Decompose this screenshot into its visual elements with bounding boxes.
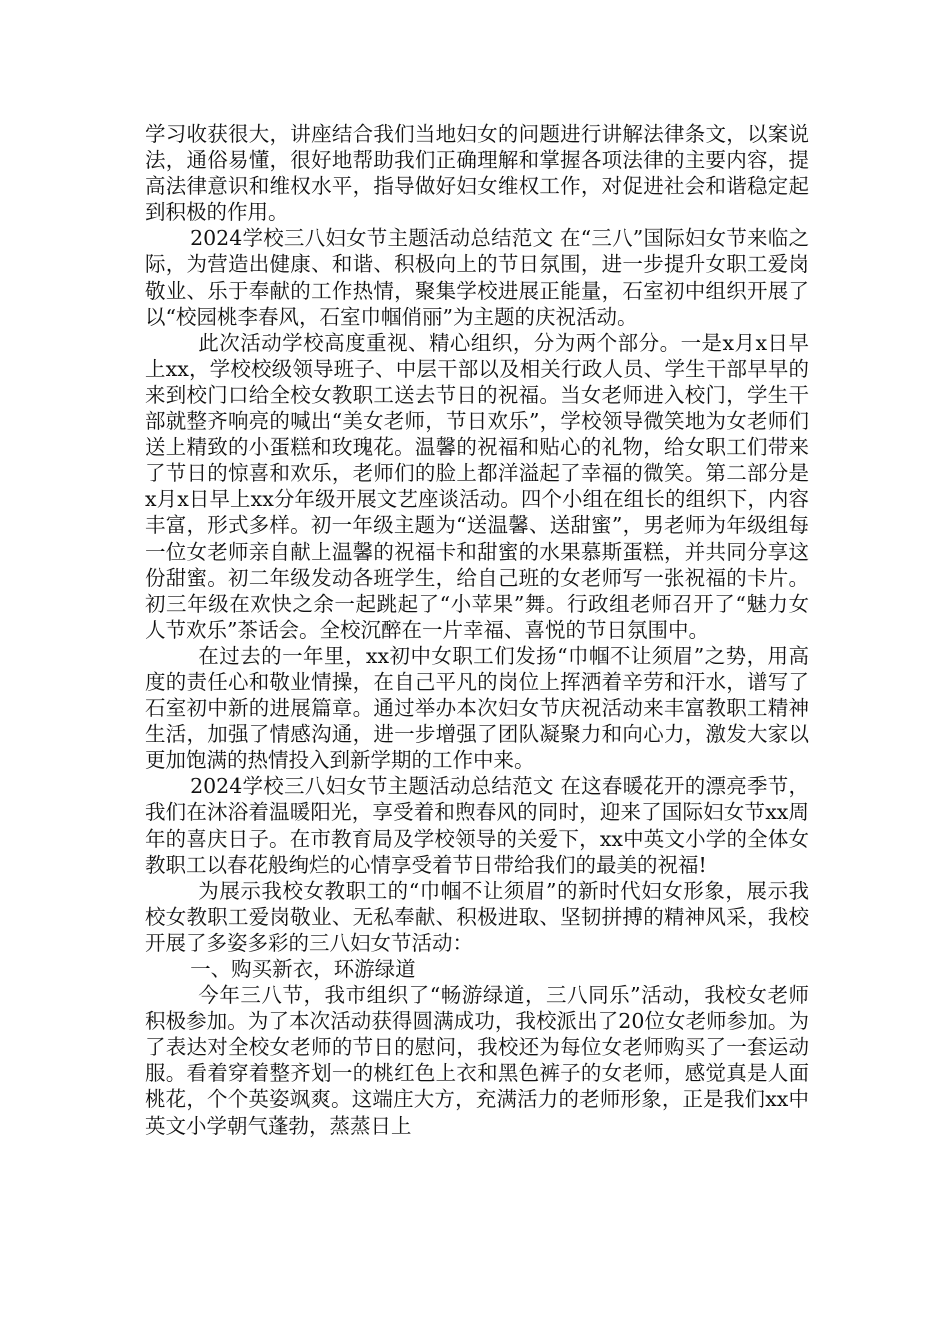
paragraph-1: 学习收获很大，讲座结合我们当地妇女的问题进行讲解法律条文，以案说法，通俗易懂，很好地帮助我们正确理解和掌握各项法律的主要内容，提高法律意识和维权水平，指导做好妇女维权工作，对促进社会和谐稳定起到积极的作用。 bbox=[145, 122, 809, 225]
paragraph-2: 2024学校三八妇女节主题活动总结范文 在“三八”国际妇女节来临之际，为营造出健康、和谐、积极向上的节日氛围，进一步提升女职工爱岗敬业、乐于奉献的工作热情，聚集学校进展正能量，石室初中组织开展了以“校园桃李春风，石室巾帼俏丽”为主题的庆祝活动。 bbox=[145, 226, 809, 329]
paragraph-6: 为展示我校女教职工的“巾帼不让须眉”的新时代妇女形象，展示我校女教职工爱岗敬业、无私奉献、积极进取、坚韧拼搏的精神风采，我校开展了多姿多彩的三八妇女节活动： bbox=[145, 878, 809, 955]
document-body bbox=[145, 121, 809, 1139]
paragraph-7: 今年三八节，我市组织了“畅游绿道，三八同乐”活动，我校女老师积极参加。为了本次活动获得圆满成功，我校派出了20位女老师参加。为了表达对全校女老师的节日的慰问，我校还为每位女老师购买了一套运动服。看着穿着整齐划一的桃红色上衣和黑色裤子的女老师，感觉真是人面桃花，个个英姿飒爽。这端庄大方，充满活力的老师形象，正是我们xx中英文小学朝气蓬勃，蒸蒸日上 bbox=[145, 983, 809, 1138]
paragraph-4: 在过去的一年里，xx初中女职工们发扬“巾帼不让须眉”之势，用高度的责任心和敬业情操，在自己平凡的岗位上挥洒着辛劳和汗水，谱写了石室初中新的进展篇章。通过举办本次妇女节庆祝活动来丰富教职工精神生活，加强了情感沟通，进一步增强了团队凝聚力和向心力，激发大家以更加饱满的热情投入到新学期的工作中来。 bbox=[145, 643, 809, 773]
section-heading: 一、购买新衣，环游绿道 bbox=[190, 957, 416, 981]
paragraph-3: 此次活动学校高度重视、精心组织，分为两个部分。一是x月x日早上xx，学校校级领导班子、中层干部以及相关行政人员、学生干部早早的来到校门口给全校女教职工送去节日的祝福。当女老师进入校门，学生干部就整齐响亮的喊出“美女老师，节日欢乐”，学校领导微笑地为女老师们送上精致的小蛋糕和玫瑰花。温馨的祝福和贴心的礼物，给女职工们带来了节日的惊喜和欢乐，老师们的脸上都洋溢起了幸福的微笑。第二部分是x月x日早上xx分年级开展文艺座谈活动。四个小组在组长的组织下，内容丰富，形式多样。初一年级主题为“送温馨、送甜蜜”，男老师为年级组每一位女老师亲自献上温馨的祝福卡和甜蜜的水果慕斯蛋糕，并共同分享这份甜蜜。初二年级发动各班学生，给自己班的女老师写一张祝福的卡片。初三年级在欢快之余一起跳起了“小苹果”舞。行政组老师召开了“魅力女人节欢乐”茶话会。全校沉醉在一片幸福、喜悦的节日氛围中。 bbox=[145, 330, 809, 642]
paragraph-5: 2024学校三八妇女节主题活动总结范文 在这春暖花开的漂亮季节，我们在沐浴着温暖阳光，享受着和煦春风的同时，迎来了国际妇女节xx周年的喜庆日子。在市教育局及学校领导的关爱下，xx中英文小学的全体女教职工以春花般绚烂的心情享受着节日带给我们的最美的祝福! bbox=[145, 774, 809, 877]
